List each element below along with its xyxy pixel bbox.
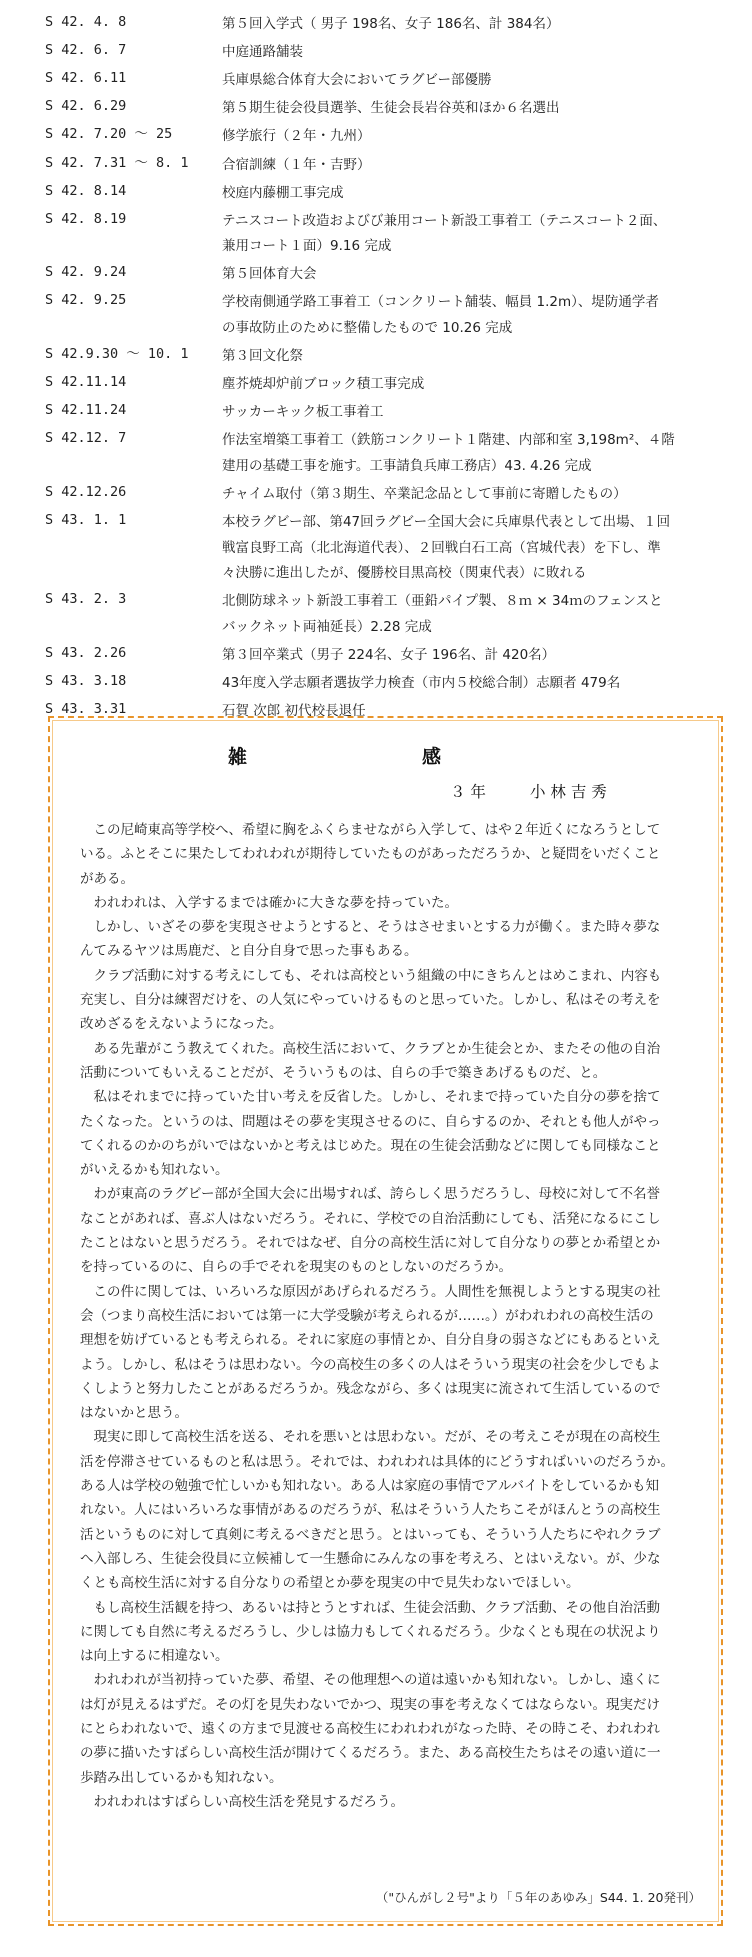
essay-line: に関しても自然に考えるだろうし、少しは協力もしてくれるだろう。少なくとも現在の状況より [80, 1623, 661, 1640]
entry-event-line: 第５回入学式（ 男子 198名、女子 186名、計 384名） [222, 16, 560, 32]
essay-line: くとも高校生活に対する自分なりの希望とか夢を現実の中で見失わないでほしい。 [80, 1575, 580, 1592]
essay-line: ある人は学校の勉強で忙しいかも知れない。ある人は家庭の事情でアルバイトをしているかも知 [80, 1478, 660, 1495]
essay-grade: ３ 年 [450, 783, 486, 801]
entry-event-line: テニスコート改造およびび兼用コート新設工事着工（テニスコート２面、 [222, 212, 667, 229]
essay-line: よう。しかし、私はそうは思わない。今の高校生の多くの人はそういう現実の社会を少しでもよ [80, 1356, 661, 1373]
essay-line: なことがあれば、喜ぶ人はないだろう。それに、学校での自治活動にしても、活発になるにこし [80, 1210, 661, 1227]
entry-date: S 42. 9.25 [45, 292, 127, 309]
entry-event-line: 石賀 次郎 初代校長退任 [222, 702, 366, 719]
entry-event-line: 第５期生徒会役員選挙、生徒会長岩谷英和ほか６名選出 [222, 100, 560, 117]
essay-line: の夢に描いたすばらしい高校生活が開けてくるだろう。また、ある高校生たちはその遠い道に一 [80, 1745, 661, 1762]
entry-date: S 42.11.14 [45, 374, 127, 391]
essay-line: いる。ふとそこに果たしてわれわれが期待していたものがあっただろうか、と疑問をいだくこと [80, 846, 661, 863]
entry-date: S 42. 9.24 [45, 264, 127, 281]
entry-event-line: 兵庫県総合体育大会においてラグビー部優勝 [222, 72, 492, 89]
essay-body [80, 818, 710, 1814]
essay-line: がある。 [80, 870, 134, 887]
essay-line: クラブ活動に対する考えにしても、それは高校という組織の中にきちんとはめこまれ、内容も [80, 967, 662, 984]
essay-line: 改めざるをえないようになった。 [80, 1016, 283, 1033]
entry-event [222, 671, 714, 697]
entry-event [222, 589, 714, 640]
entry-event [222, 68, 714, 94]
entry-event-line: 塵芥焼却炉前ブロック積工事完成 [222, 376, 425, 393]
entry-event-line: バックネット両袖延長）2.28 完成 [222, 618, 432, 635]
entry-event-line: 兼用コート１面）9.16 完成 [222, 238, 392, 255]
essay-line: を持っているのに、自らの手でそれを現実のものとしないのだろうか。 [80, 1259, 512, 1276]
essay-line: しかし、いざその夢を実現させようとすると、そうはさせまいとする力が働く。また時々夢な [80, 919, 661, 936]
entry-date: S 43. 1. 1 [45, 512, 127, 528]
entry-date: S 42.11.24 [45, 402, 127, 419]
entry-event-line: サッカーキック板工事着工 [222, 404, 384, 421]
entry-date: S 42. 7.31 ～ 8. 1 [45, 154, 189, 171]
entry-event [222, 181, 714, 207]
entry-date: S 43. 2. 3 [45, 591, 127, 608]
essay-line: れない。人にはいろいろな事情があるのだろうが、私はそういう人たちこそがほんとうの高校生 [80, 1502, 661, 1519]
essay-line: 現実に即して高校生活を送る、それを悪いとは思わない。だが、その考えこそが現在の高校生 [80, 1429, 661, 1446]
entry-event-line: 修学旅行（２年・九州） [222, 128, 371, 145]
entry-date: S 42. 8.14 [45, 182, 127, 199]
essay-line: この件に関しては、いろいろな原因があげられるだろう。人間性を無視しようとする現実の社 [80, 1283, 661, 1300]
entry-event-line: 北側防球ネット新設工事着工（亜鉛パイプ製、８ｍ × 34ｍのフェンスと [222, 593, 663, 610]
entry-event [222, 153, 714, 179]
essay-line: 活というものに対して真剣に考えるべきだと思う。とはいっても、そういう人たちにやれクラブ [80, 1526, 661, 1543]
essay-line: くしようと努力したことがあるだろうか。残念ながら、多くは現実に流されて生活しているので [80, 1380, 661, 1397]
entry-date: S 42.12.26 [45, 483, 127, 500]
entry-event [222, 482, 714, 508]
essay-source-note: （"ひんがし２号"より「５年のあゆみ」S44. 1. 20発刊） [375, 1890, 701, 1905]
essay-line: もし高校生活観を持つ、あるいは持とうとすれば、生徒会活動、クラブ活動、その他自治活動 [80, 1599, 660, 1616]
entry-event [222, 40, 714, 66]
entry-event [222, 124, 714, 150]
essay-line: がいえるかも知れない。 [80, 1162, 229, 1179]
entry-event [222, 344, 714, 370]
essay-line: 充実し、自分は練習だけを、の人気にやっていけるものと思っていた。しかし、私はその考えを [80, 992, 661, 1009]
entry-event-line: 学校南側通学路工事着工（コンクリート舗装、幅員 1.2m）、堤防通学者 [222, 294, 659, 311]
entry-event-line: 中庭通路舗装 [222, 44, 303, 61]
entry-event-line: 々決勝に進出したが、優勝校目黒高校（関東代表）に敗れる [222, 565, 587, 581]
essay-line: 私はそれまでに持っていた甘い考えを反省した。しかし、それまで持っていた自分の夢を捨て [80, 1089, 661, 1106]
entry-event-line: 戦富良野工高（北北海道代表）、２回戦白石工高（宮城代表）を下し、準 [222, 539, 661, 556]
entry-event-line: 第３回文化祭 [222, 348, 303, 364]
entry-date: S 42. 6.29 [45, 98, 127, 115]
entry-event-line: チャイム取付（第３期生、卒業記念品として事前に寄贈したもの） [222, 485, 627, 502]
essay-line: わが東高のラグビー部が全国大会に出場すれば、誇らしく思うだろうし、母校に対して不名誉 [80, 1186, 660, 1203]
essay-line: ある先輩がこう教えてくれた。高校生活において、クラブとか生徒会とか、またその他の自治 [80, 1040, 661, 1057]
entry-date: S 42. 4. 8 [45, 14, 127, 30]
entry-event [222, 643, 714, 669]
essay-author: 小 林 吉 秀 [530, 783, 607, 801]
entry-date: S 43. 2.26 [45, 644, 127, 661]
entry-event-line: 本校ラグビー部、第47回ラグビー全国大会に兵庫県代表として出場、１回 [222, 514, 671, 530]
essay-line: んてみるヤツは馬鹿だ、と自分自身で思った事もある。 [80, 943, 418, 960]
essay-title-char-1: 雑 [228, 746, 248, 768]
essay-box [48, 716, 723, 1926]
essay-line: は向上するに相違ない。 [80, 1648, 229, 1665]
essay-line: にとらわれないで、遠くの方まで見渡せる高校生にわれわれがなった時、その時こそ、われわれ [80, 1720, 660, 1737]
essay-line: たことはないと思うだろう。それではなぜ、自分の高校生活に対して自分なりの夢とか希望とか [80, 1235, 661, 1252]
entry-event [222, 290, 714, 341]
entry-event [222, 262, 714, 288]
essay-title-char-2: 感 [422, 746, 442, 768]
entry-event-line: 建用の基礎工事を施す。工事請負兵庫工務店）43. 4.26 完成 [222, 457, 592, 474]
essay-line: たくなった。というのは、問題はその夢を実現させるのに、自らするのか、それとも他人がやっ [80, 1113, 661, 1130]
entry-event-line: 作法室増築工事着工（鉄筋コンクリート１階建、内部和室 3,198m²、４階 [222, 432, 675, 449]
essay-line: 理想を妨げているとも考えられる。それに家庭の事情とか、自分自身の弱さなどにもあるといえ [80, 1332, 661, 1349]
entry-date: S 42. 6.11 [45, 70, 127, 87]
entry-date: S 42.12. 7 [45, 430, 127, 447]
entry-event-line: 第５回体育大会 [222, 266, 317, 283]
essay-line: この尼崎東高等学校へ、希望に胸をふくらませながら入学して、はや２年近くになろうとして [80, 822, 661, 838]
entry-event [222, 96, 714, 122]
essay-line: 活を停滞させているものと私は思う。それでは、われわれは具体的にどうすればいいのだろうか。 [80, 1453, 674, 1470]
entry-event-line: 校庭内藤棚工事完成 [222, 184, 344, 201]
entry-event [222, 510, 714, 587]
entry-date: S 43. 3.31 [45, 700, 127, 717]
entry-event [222, 428, 714, 479]
entry-event-line: の事故防止のために整備したもので 10.26 完成 [222, 319, 513, 336]
entry-date: S 42. 7.20 ～ 25 [45, 126, 173, 143]
essay-line: てくれるのかのちがいではないかと考えはじめた。現在の生徒会活動などに関しても同様なこと [80, 1137, 661, 1154]
entry-event-line: 合宿訓練（１年・吉野） [222, 156, 371, 173]
entry-date: S 43. 3.18 [45, 672, 127, 689]
entry-date: S 42. 6. 7 [45, 42, 127, 59]
entry-event-line: 43年度入学志願者選抜学力検査（市内５校総合制）志願者 479名 [222, 674, 621, 691]
essay-line: 会（つまり高校生活においては第一に大学受験が考えられるが……。）がわれわれの高校生活の [80, 1307, 654, 1324]
essay-line: 歩踏み出しているかも知れない。 [80, 1769, 283, 1786]
essay-line: われわれは、入学するまでは確かに大きな夢を持っていた。 [80, 894, 458, 911]
entry-event [222, 209, 714, 260]
essay-line: は灯が見えるはずだ。その灯を見失わないでかつ、現実の事を考えなくてはならない。現実だけ [80, 1696, 660, 1713]
essay-line: われわれが当初持っていた夢、希望、その他理想への道は遠いかも知れない。しかし、遠くに [80, 1672, 661, 1689]
entry-event-line: 第３回卒業式（男子 224名、女子 196名、計 420名） [222, 646, 556, 663]
entry-event [222, 12, 714, 38]
entry-date: S 42. 8.19 [45, 210, 127, 227]
essay-line: 活動についてもいえることだが、そういうものは、自らの手で築きあげるものだ、と。 [80, 1064, 607, 1081]
essay-line: はないかと思う。 [80, 1405, 188, 1422]
entry-date: S 42.9.30 ～ 10. 1 [45, 346, 189, 362]
essay-line: われわれはすばらしい高校生活を発見するだろう。 [80, 1793, 404, 1810]
essay-line: へ入部しろ、生徒会役員に立候補して一生懸命にみんなの事を考えろ、とはいえない。が、少な [80, 1550, 661, 1567]
entry-event [222, 372, 714, 398]
entry-event [222, 400, 714, 426]
